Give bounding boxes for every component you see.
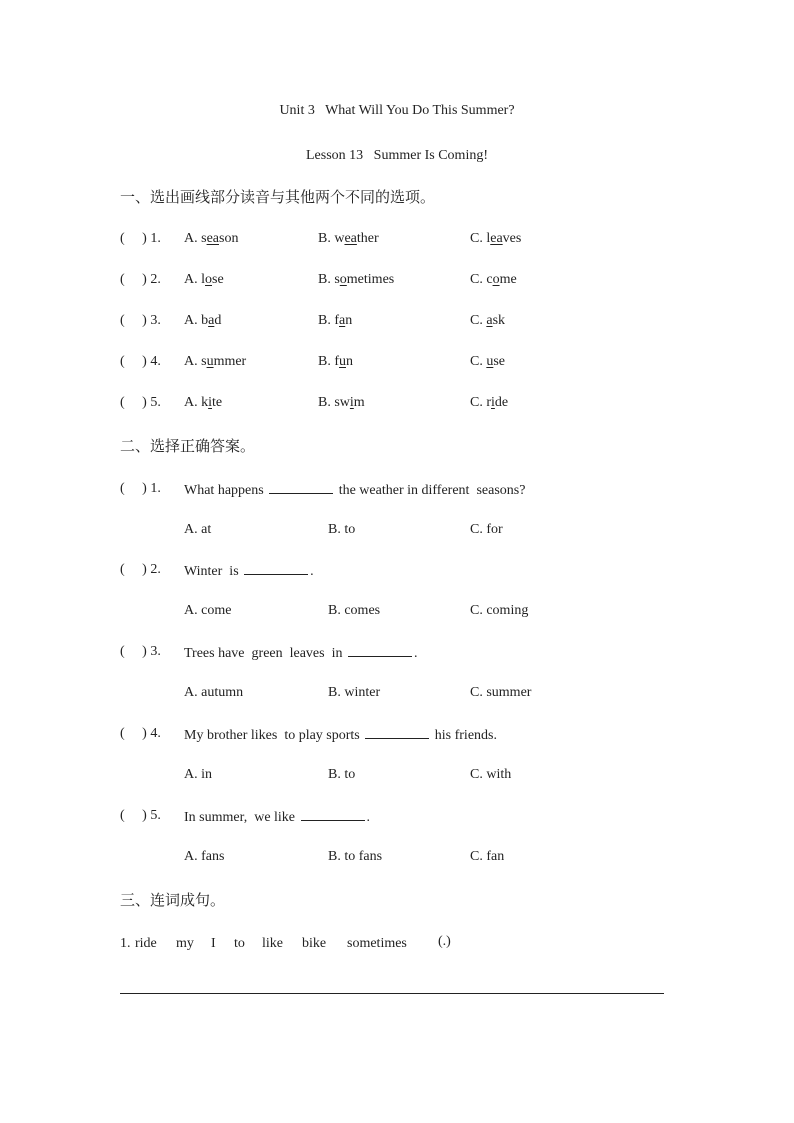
answer-paren[interactable]: ( ) 4. [120,726,161,741]
section2-heading: 二、选择正确答案。 [120,437,256,455]
option-a: A. fans [184,849,225,864]
section3-heading: 三、连词成句。 [120,891,226,909]
word-token: I [211,936,216,951]
answer-paren[interactable]: ( ) 2. [120,272,161,287]
option-a: A. in [184,767,212,782]
option-b: B. fan [318,313,353,328]
section1-heading: 一、选出画线部分读音与其他两个不同的选项。 [120,188,436,206]
option-c: C. ride [470,395,509,410]
answer-paren[interactable]: ( ) 1. [120,481,161,496]
question-stem: Winter is . [184,564,314,579]
answer-paren[interactable]: ( ) 1. [120,231,161,246]
option-c: C. leaves [470,231,522,246]
answer-paren[interactable]: ( ) 5. [120,395,161,410]
answer-paren[interactable]: ( ) 2. [120,562,161,577]
fill-blank[interactable] [365,726,429,739]
question-number: 1. [120,936,131,951]
page-title: Unit 3 What Will You Do This Summer? [279,103,515,118]
answer-paren[interactable]: ( ) 4. [120,354,161,369]
option-a: A. season [184,231,239,246]
word-token: sometimes [347,936,407,951]
option-b: B. sometimes [318,272,395,287]
option-c: C. for [470,522,503,537]
option-b: B. swim [318,395,365,410]
word-token: to [234,936,245,951]
option-c: C. use [470,354,506,369]
answer-line[interactable] [120,993,664,994]
word-token: bike [302,936,327,951]
option-a: A. come [184,603,232,618]
option-b: B. winter [328,685,381,700]
word-token: my [176,936,194,951]
option-a: A. bad [184,313,222,328]
option-c: C. come [470,272,517,287]
answer-paren[interactable]: ( ) 3. [120,644,161,659]
option-c: C. fan [470,849,505,864]
option-c: C. with [470,767,512,782]
fill-blank[interactable] [244,562,308,575]
question-stem: In summer, we like . [184,810,371,825]
question-stem: My brother likes to play sports his friends. [184,728,497,743]
option-c: C. summer [470,685,532,700]
option-b: B. to [328,767,356,782]
word-token: like [262,936,283,951]
option-a: A. summer [184,354,247,369]
word-token: ride [135,936,157,951]
option-c: C. ask [470,313,506,328]
fill-blank[interactable] [269,481,333,494]
page-subtitle: Lesson 13 Summer Is Coming! [306,148,488,163]
option-b: B. fun [318,354,353,369]
option-a: A. lose [184,272,224,287]
option-a: A. at [184,522,212,537]
option-a: A. autumn [184,685,244,700]
word-token: (.) [438,934,451,949]
fill-blank[interactable] [301,808,365,821]
option-b: B. to fans [328,849,383,864]
answer-paren[interactable]: ( ) 5. [120,808,161,823]
option-b: B. weather [318,231,379,246]
answer-paren[interactable]: ( ) 3. [120,313,161,328]
fill-blank[interactable] [348,644,412,657]
question-stem: Trees have green leaves in . [184,646,418,661]
option-b: B. to [328,522,356,537]
option-c: C. coming [470,603,529,618]
option-b: B. comes [328,603,381,618]
question-stem: What happens the weather in different seasons? [184,483,526,498]
option-a: A. kite [184,395,223,410]
